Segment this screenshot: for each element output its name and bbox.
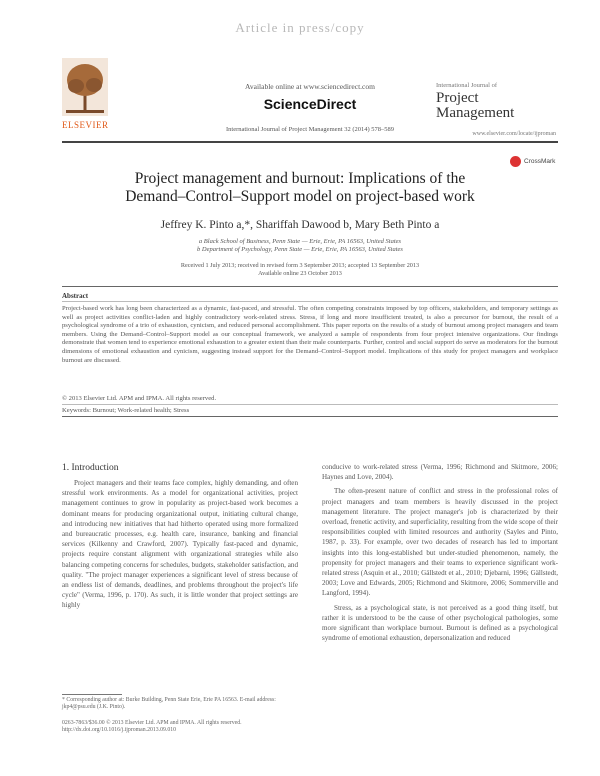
abstract-head-rule <box>62 301 558 302</box>
top-banner: Article in press/copy <box>235 20 365 35</box>
available-online-date: Available online 23 October 2013 <box>258 270 342 277</box>
footnote-rule <box>62 694 122 695</box>
right-column <box>322 462 558 647</box>
publisher-name: ELSEVIER <box>62 120 109 130</box>
journal-url[interactable]: www.elsevier.com/locate/ijproman <box>472 131 556 137</box>
available-online: Available online at www.sciencedirect.com <box>245 82 375 91</box>
paragraph: conducive to work-related stress (Verma, 1996; Richmond and Skitmore, 2006; Haynes and Love, 2004). <box>322 463 558 482</box>
title-line-1: Project management and burnout: Implications of the <box>134 170 466 187</box>
abstract-bottom-rule <box>62 416 558 417</box>
abstract-top-rule <box>62 286 558 287</box>
abstract-text: Project-based work has long been characterized as a dynamic, fast-paced, and stressful. The often competing constraints imposed by top officers, stakeholders, and temporary settings as well as project activities conflict-laden and highly contradictory work-related stress. Stress, if long and more insufficient treated, is also a precursor for burnout, the result of a psychological syndrome of a trio of exhaustion, cynicism, and reduced personal accomplishment. This paper reports on the results of a study of burnout among project managers and team members. Using the Demand–Control–Support model as our conceptual framework, we analyzed a sample of respondents from four project intensive organizations. Our findings demonstrate that women tend to experience emotional exhaustion to a greater extent than their male counterparts. Further, control and social support do serve as moderators for the burnout dimensions of emotional exhaustion and cynicism, suggesting instead support for the Demand–Control–Support model. Implications of this study for project managers and workplace burnout are discussed. <box>62 305 558 364</box>
crossmark-badge[interactable] <box>510 156 555 167</box>
keywords: Keywords: Burnout; Work-related health; Stress <box>62 407 190 414</box>
section-heading: 1. Introduction <box>62 463 119 473</box>
journal-citation: International Journal of Project Management 32 (2014) 578–589 <box>225 126 395 133</box>
corresponding-author-footnote: * Corresponding author at: Burke Building, Penn State Erie, Erie PA 16563. E-mail address: jkp4@psu.edu (J.K. Pinto). <box>62 697 276 711</box>
crossmark-icon <box>510 156 521 167</box>
copyright-line: © 2013 Elsevier Ltd. APM and IPMA. All rights reserved. <box>62 395 217 402</box>
paragraph: Stress, as a psychological state, is not perceived as a good thing itself, but rather it is understood to be the cause of other psychological pathologies, some more significant than workplace burnout. Burnout is defined as a psychological syndrome of emotional exhaustion, depersonalization and reduced <box>322 603 558 643</box>
paragraph: The often-present nature of conflict and stress in the professional roles of project managers and team members is heavily discussed in the project management literature. The project manager's job is characterized by their overload, frenetic activity, and superficiality, resulting from the wide scope of their responsibilities coupled with limited resources and authority (Sayles and Pinto, 1987, p. 33). For example, over two decades of research has led to important insights into this long-established but under-studied phenomenon, namely, the propensity for project managers and their teams to experience significant work-related stress (Asquin et al., 2010; Gällstedt et al., 2010; Djebarni, 1996; Gällstedt, 2003; Love and Edwards, 2005; Richmond and Skitmore, 2006; Sommerville and Langford, 1994). <box>322 487 558 598</box>
affiliation-a: a Black School of Business, Penn State — Erie, Erie, PA 16563, United States <box>198 238 402 245</box>
author-list: Jeffrey K. Pinto a,*, Shariffah Dawood b, Mary Beth Pinto a <box>160 219 440 231</box>
paragraph: Project managers and their teams face complex, highly demanding, and often stressful work environments. As a model for organizational activities, project management continues to grow in popularity as project-based work becomes a dominant means for producing organizational output, initiating cultural change, and introducing new initiatives that had hitherto operated using more formalized and bureaucratic processes, e.g. health care, insurance, banking and financial services (Kilkenny and Crawford, 2007). Typically fast-paced and dynamic, projects require constant alignment with organizational strategies while also balancing competing concerns for schedules, budgets, stakeholder satisfaction, and quality. "The project manager experiences a significant level of stress because of an endless list of demands, deadlines, and problems throughout the project's life cycle" (Verma, 1996, p. 170). As such, it is little wonder that project settings are highly <box>62 479 298 610</box>
journal-title <box>436 91 514 121</box>
journal-prefix: International Journal of <box>436 82 498 89</box>
received-dates: Received 1 July 2013; received in revised form 3 September 2013; accepted 13 September 2013 <box>180 262 420 269</box>
article-history <box>100 262 500 278</box>
article-title <box>80 170 520 206</box>
sciencedirect-logo: ScienceDirect <box>263 96 357 112</box>
keywords-rule <box>62 404 558 405</box>
header-rule <box>62 141 558 143</box>
doi-footnote: 0263-7863/$36.00 © 2013 Elsevier Ltd. APM and IPMA. All rights reserved. http://dx.doi.org/10.1016/j.ijproman.2013.09.010 <box>62 720 242 734</box>
affiliation-b: b Department of Psychology, Penn State — Erie, Erie, PA 16563, United States <box>197 246 403 253</box>
journal-title-line1: Project <box>436 90 479 106</box>
abstract-heading: Abstract <box>62 292 89 300</box>
journal-title-line2: Management <box>436 105 515 121</box>
left-column <box>62 478 298 615</box>
crossmark-label: CrossMark <box>524 158 556 165</box>
elsevier-tree-logo <box>62 58 108 116</box>
title-line-2: Demand–Control–Support model on project-based work <box>125 188 475 205</box>
